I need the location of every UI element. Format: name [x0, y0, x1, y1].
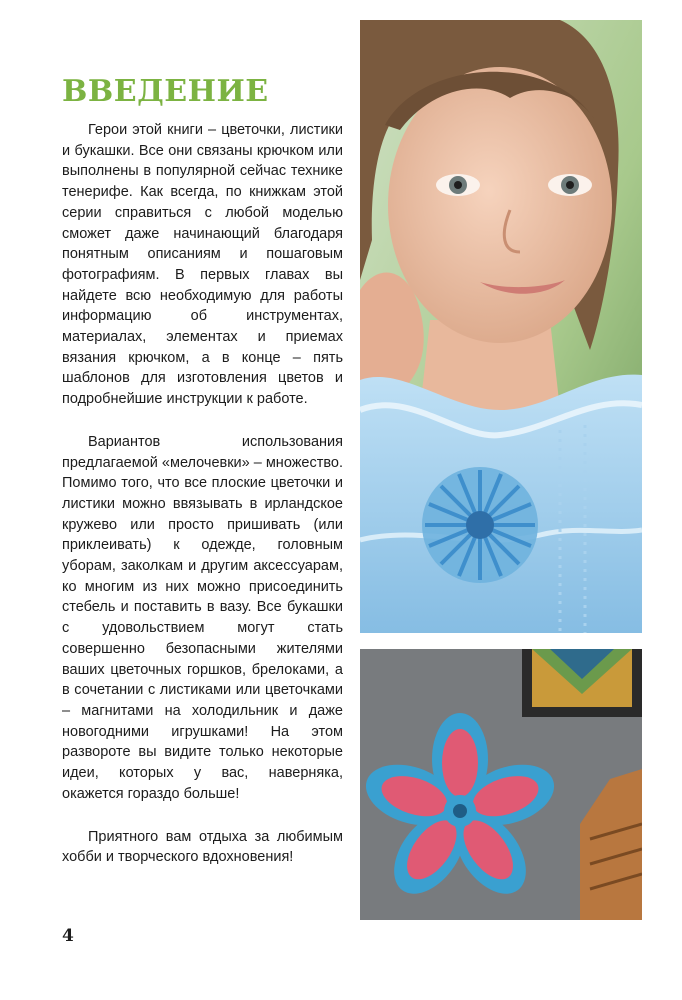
paragraph-closing: Приятного вам отдыха за любимым хобби и творческого вдохновения!	[62, 828, 343, 866]
page-number: 4	[62, 926, 74, 946]
brooch-flower-icon	[422, 467, 538, 583]
flower-photo-illustration	[360, 649, 642, 920]
page-title: ВВЕДЕНИЕ	[62, 74, 269, 109]
paragraph-intro: Герои этой книги – цветочки, листики и букашки. Все они связаны крючком или выполнены в популярной сейчас технике тенерифе. Как всегда, по книжкам этой серии справиться с любой моделью сможет даже начинающий благодаря понятным описаниям и пошаговым фотографиям. В первых главах вы найдете всю необходимую для работы информацию об инструментах, материалах, элементах и приемах вязания крючком, а в конце – пять шаблонов для изготовления цветов и подробнейшие инструкции к работе.	[62, 122, 343, 408]
photo-crochet-flower-magnet	[360, 649, 642, 920]
body-text	[62, 120, 343, 868]
girl-photo-illustration	[360, 20, 642, 633]
photo-girl-with-flower-brooch	[360, 20, 642, 633]
paragraph-uses: Вариантов использования предлагаемой «мелочевки» – множество. Помимо того, что все плоские цветочки и листики можно ввязывать в ирландское кружево или просто пришивать (или приклеивать) к одежде, головным уборам, заколкам и другим аксессуарам, ко многим из них можно присоединить стебель и поставить в вазу. Все букашки с удовольствием могут стать совершенно безопасными жителями ваших цветочных горшков, брелоками, а в сочетании с листиками или цветочками – магнитами на холодильник и даже новогодними игрушками! На этом развороте вы видите только некоторые идеи, которых у вас, наверняка, окажется гораздо больше!	[62, 433, 344, 802]
